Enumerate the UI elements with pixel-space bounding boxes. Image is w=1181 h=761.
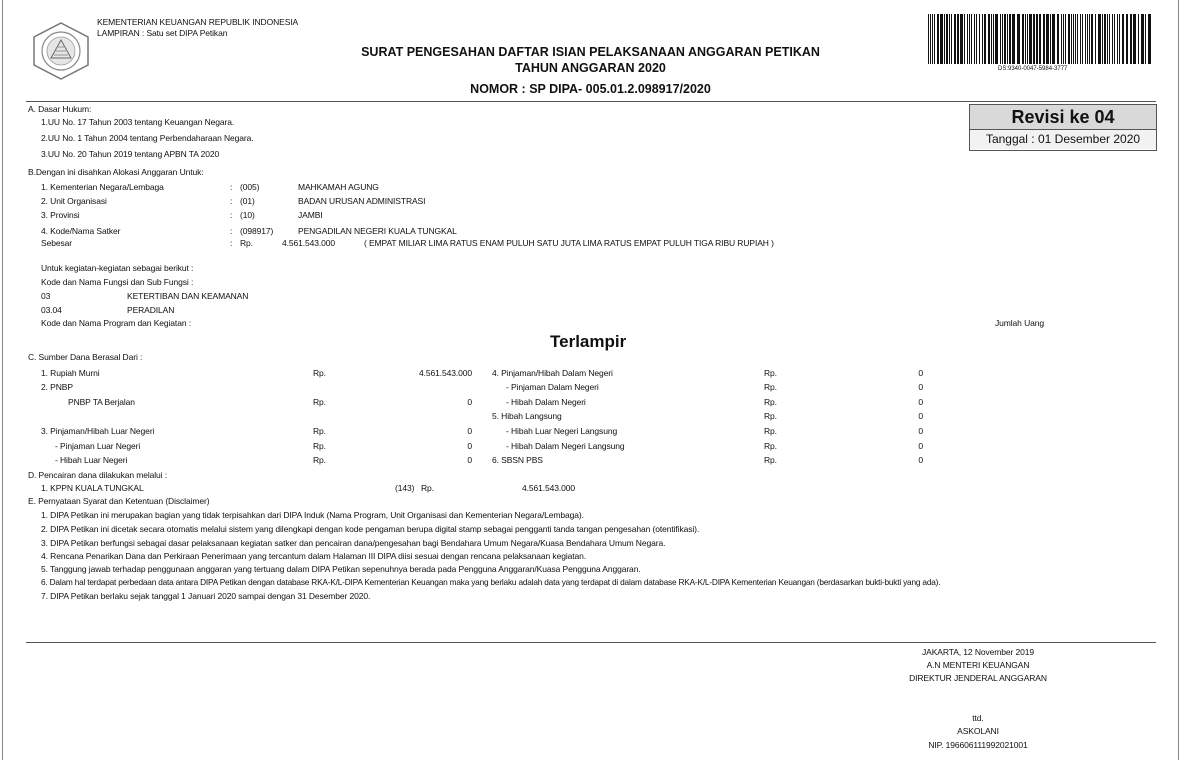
barcode-bar bbox=[960, 14, 963, 64]
alokasi-label: 1. Kementerian Negara/Lembaga bbox=[41, 182, 164, 192]
sebesar-words: ( EMPAT MILIAR LIMA RATUS ENAM PULUH SATU JUTA LIMA RATUS EMPAT PULUH TIGA RIBU RUPIAH ) bbox=[364, 238, 774, 248]
dasar-hukum-item: 2.UU No. 1 Tahun 2004 tentang Perbendaharaan Negara. bbox=[41, 133, 254, 143]
disclaimer-item: 7. DIPA Petikan berlaku sejak tanggal 1 Januari 2020 sampai dengan 31 Desember 2020. bbox=[41, 591, 371, 601]
barcode-bar bbox=[1126, 14, 1128, 64]
barcode-bar bbox=[1077, 14, 1078, 64]
sumber-right-rp: Rp. bbox=[764, 455, 777, 465]
barcode-bar bbox=[1138, 14, 1139, 64]
barcode-bar bbox=[1087, 14, 1088, 64]
barcode-bar bbox=[1104, 14, 1106, 64]
sumber-right-value: 0 bbox=[918, 426, 923, 436]
barcode-bar bbox=[964, 14, 965, 64]
barcode-bar bbox=[982, 14, 983, 64]
barcode-bar bbox=[951, 14, 952, 64]
barcode-bar bbox=[1027, 14, 1028, 64]
alokasi-label: 3. Provinsi bbox=[41, 210, 80, 220]
barcode-bar bbox=[1002, 14, 1003, 64]
barcode-bar bbox=[1107, 14, 1108, 64]
sumber-right-label: 5. Hibah Langsung bbox=[492, 411, 562, 421]
sumber-left-label: - Pinjaman Luar Negeri bbox=[55, 441, 141, 451]
alokasi-heading: B.Dengan ini disahkan Alokasi Anggaran Untuk: bbox=[28, 167, 204, 177]
fungsi-name: KETERTIBAN DAN KEAMANAN bbox=[127, 291, 249, 301]
barcode-bar bbox=[1043, 14, 1045, 64]
barcode-bar bbox=[1036, 14, 1038, 64]
barcode-bar bbox=[984, 14, 986, 64]
barcode-bar bbox=[1057, 14, 1059, 64]
sign-name: ASKOLANI bbox=[957, 726, 999, 736]
barcode-bar bbox=[1073, 14, 1074, 64]
sumber-left-rp: Rp. bbox=[313, 426, 326, 436]
alokasi-value: PENGADILAN NEGERI KUALA TUNGKAL bbox=[298, 226, 457, 236]
barcode-bar bbox=[1119, 14, 1120, 64]
jumlah-uang-label: Jumlah Uang bbox=[995, 318, 1044, 328]
sumber-right-rp: Rp. bbox=[764, 397, 777, 407]
barcode-bar bbox=[969, 14, 970, 64]
disclaimer-item: 2. DIPA Petikan ini dicetak secara otomatis melalui sistem yang dilengkapi dengan kode pengaman berupa digital stamp sebagai pengganti tanda tangan pengesahan (otentifikasi). bbox=[41, 524, 700, 534]
sumber-right-value: 0 bbox=[918, 382, 923, 392]
fiscal-year-title: TAHUN ANGGARAN 2020 bbox=[515, 61, 666, 75]
revision-date: Tanggal : 01 Desember 2020 bbox=[970, 130, 1156, 149]
sebesar-sep: : bbox=[230, 238, 233, 248]
sign-an: A.N MENTERI KEUANGAN bbox=[926, 660, 1030, 670]
barcode-bar bbox=[993, 14, 994, 64]
barcode-bar bbox=[974, 14, 975, 64]
sumber-right-value: 0 bbox=[918, 411, 923, 421]
barcode-bar bbox=[930, 14, 931, 64]
barcode-bar bbox=[1095, 14, 1096, 64]
barcode-bar bbox=[1133, 14, 1136, 64]
barcode-bar bbox=[1109, 14, 1110, 64]
disclaimer-item: 6. Dalam hal terdapat perbedaan data antara DIPA Petikan dengan database RKA-K/L-DIPA Kementerian Keuangan maka yang berlaku adalah data yang terdapat di dalam database RKA-K/L-DIPA Kementerian Keuangan (berdasarkan bukti-bukti yang ada). bbox=[41, 577, 941, 587]
document-number: NOMOR : SP DIPA- 005.01.2.098917/2020 bbox=[470, 82, 711, 96]
barcode-text: DS:9340-0047-5984-3777 bbox=[998, 66, 1068, 72]
sumber-left-value: 0 bbox=[467, 426, 472, 436]
alokasi-value: MAHKAMAH AGUNG bbox=[298, 182, 379, 192]
barcode-bar bbox=[957, 14, 959, 64]
sign-ttd: ttd. bbox=[972, 713, 984, 723]
disclaimer-item: 5. Tanggung jawab terhadap penggunaan anggaran yang tertuang dalam DIPA Petikan sepenuhnya berada pada Pengguna Anggaran/Kuasa Pengguna Anggaran. bbox=[41, 564, 641, 574]
kegiatan-intro: Untuk kegiatan-kegiatan sebagai berikut : bbox=[41, 263, 194, 273]
sumber-left-label: 3. Pinjaman/Hibah Luar Negeri bbox=[41, 426, 155, 436]
kppn-amount: 4.561.543.000 bbox=[522, 483, 576, 493]
barcode-bar bbox=[1004, 14, 1006, 64]
barcode-bar bbox=[1025, 14, 1026, 64]
barcode-bar bbox=[967, 14, 968, 64]
barcode-bar bbox=[1082, 14, 1083, 64]
sumber-left-value: 0 bbox=[467, 397, 472, 407]
alokasi-code: (10) bbox=[240, 210, 255, 220]
sumber-right-rp: Rp. bbox=[764, 426, 777, 436]
barcode-bar bbox=[1009, 14, 1011, 64]
sumber-left-value: 0 bbox=[467, 455, 472, 465]
barcode-bar bbox=[1012, 14, 1015, 64]
sumber-left-label: 2. PNBP bbox=[41, 382, 73, 392]
sumber-dana-heading: C. Sumber Dana Berasal Dari : bbox=[28, 352, 143, 362]
barcode-bar bbox=[1039, 14, 1041, 64]
ministry-name: KEMENTERIAN KEUANGAN REPUBLIK INDONESIA bbox=[97, 17, 299, 27]
barcode-bar bbox=[1052, 14, 1055, 64]
alokasi-value: JAMBI bbox=[298, 210, 323, 220]
subfungsi-code: 03.04 bbox=[41, 305, 62, 315]
program-label: Kode dan Nama Program dan Kegiatan : bbox=[41, 318, 191, 328]
barcode-bar bbox=[995, 14, 998, 64]
barcode-bar bbox=[1098, 14, 1101, 64]
sumber-left-label: - Hibah Luar Negeri bbox=[55, 455, 128, 465]
kppn-name: 1. KPPN KUALA TUNGKAL bbox=[41, 483, 144, 493]
terlampir-label: Terlampir bbox=[550, 332, 627, 351]
barcode-bar bbox=[1080, 14, 1081, 64]
barcode-bar bbox=[1017, 14, 1020, 64]
disclaimer-item: 4. Rencana Penarikan Dana dan Perkiraan Penerimaan yang tercantum dalam Halaman III DIPA diisi sesuai dengan rencana pelaksanaan kegiatan. bbox=[41, 551, 587, 561]
barcode-bar bbox=[944, 14, 945, 64]
disclaimer-item: 1. DIPA Petikan ini merupakan bagian yang tidak terpisahkan dari DIPA Induk (Nama Program, Unit Organisasi dan Kementerian Negara/Lembaga). bbox=[41, 510, 584, 520]
barcode-bar bbox=[1117, 14, 1118, 64]
sumber-right-rp: Rp. bbox=[764, 411, 777, 421]
barcode-bar bbox=[940, 14, 943, 64]
sumber-right-label: 6. SBSN PBS bbox=[492, 455, 543, 465]
barcode-bar bbox=[1075, 14, 1076, 64]
barcode-bar bbox=[1071, 14, 1072, 64]
barcode-bar bbox=[976, 14, 977, 64]
barcode-bar bbox=[1091, 14, 1093, 64]
sumber-right-rp: Rp. bbox=[764, 368, 777, 378]
barcode-bar bbox=[988, 14, 990, 64]
barcode-bar bbox=[928, 14, 929, 64]
alokasi-sep: : bbox=[230, 182, 233, 192]
barcode-bar bbox=[1089, 14, 1090, 64]
kppn-rp: Rp. bbox=[421, 483, 434, 493]
document-title: SURAT PENGESAHAN DAFTAR ISIAN PELAKSANAAN ANGGARAN PETIKAN bbox=[361, 45, 820, 59]
sumber-left-label: PNBP TA Berjalan bbox=[68, 397, 135, 407]
barcode-bar bbox=[934, 14, 935, 64]
alokasi-sep: : bbox=[230, 210, 233, 220]
barcode-bar bbox=[1148, 14, 1151, 64]
sumber-right-label: - Pinjaman Dalam Negeri bbox=[506, 382, 599, 392]
barcode-bar bbox=[1141, 14, 1144, 64]
barcode-bar bbox=[1114, 14, 1115, 64]
revision-box bbox=[969, 104, 1157, 151]
sumber-left-rp: Rp. bbox=[313, 441, 326, 451]
barcode-bar bbox=[932, 14, 933, 64]
barcode-bar bbox=[1007, 14, 1008, 64]
barcode-bar bbox=[1068, 14, 1070, 64]
barcode-bar bbox=[1112, 14, 1113, 64]
barcode-bar bbox=[1022, 14, 1024, 64]
subfungsi-name: PERADILAN bbox=[127, 305, 175, 315]
kppn-code: (143) bbox=[395, 483, 415, 493]
barcode-bar bbox=[937, 14, 939, 64]
sumber-left-value: 0 bbox=[467, 441, 472, 451]
pencairan-heading: D. Pencairan dana dilakukan melalui : bbox=[28, 470, 167, 480]
barcode-bar bbox=[1061, 14, 1062, 64]
sumber-right-rp: Rp. bbox=[764, 441, 777, 451]
sign-position: DIREKTUR JENDERAL ANGGARAN bbox=[909, 673, 1047, 683]
barcode-bar bbox=[1122, 14, 1124, 64]
alokasi-sep: : bbox=[230, 196, 233, 206]
sign-place-date: JAKARTA, 12 November 2019 bbox=[922, 647, 1034, 657]
sumber-right-label: - Hibah Luar Negeri Langsung bbox=[506, 426, 618, 436]
alokasi-code: (098917) bbox=[240, 226, 274, 236]
barcode-bar bbox=[946, 14, 948, 64]
barcode-bar bbox=[979, 14, 980, 64]
alokasi-code: (005) bbox=[240, 182, 260, 192]
barcode-bar bbox=[949, 14, 950, 64]
footer-divider bbox=[26, 642, 1156, 643]
fungsi-code: 03 bbox=[41, 291, 51, 301]
dasar-hukum-item: 1.UU No. 17 Tahun 2003 tentang Keuangan Negara. bbox=[41, 117, 235, 127]
alokasi-sep: : bbox=[230, 226, 233, 236]
sign-nip: NIP. 196606111992021001 bbox=[928, 740, 1028, 750]
sumber-right-label: 4. Pinjaman/Hibah Dalam Negeri bbox=[492, 368, 613, 378]
alokasi-label: 2. Unit Organisasi bbox=[41, 196, 107, 206]
alokasi-label: 4. Kode/Nama Satker bbox=[41, 226, 121, 236]
barcode-bar bbox=[1085, 14, 1086, 64]
dasar-hukum-item: 3.UU No. 20 Tahun 2019 tentang APBN TA 2020 bbox=[41, 149, 220, 159]
barcode-bar bbox=[1050, 14, 1051, 64]
barcode-bar bbox=[1000, 14, 1001, 64]
fungsi-label: Kode dan Nama Fungsi dan Sub Fungsi : bbox=[41, 277, 194, 287]
sebesar-label: Sebesar bbox=[41, 238, 72, 248]
barcode-bar bbox=[954, 14, 956, 64]
barcode-bar bbox=[1102, 14, 1103, 64]
sumber-right-label: - Hibah Dalam Negeri Langsung bbox=[506, 441, 625, 451]
barcode-bar bbox=[1046, 14, 1049, 64]
disclaimer-item: 3. DIPA Petikan berfungsi sebagai dasar pelaksanaan kegiatan satker dan pencairan dana/pengesahan bagi Bendahara Umum Negara/Kuasa Bendahara Umum Negara. bbox=[41, 538, 666, 548]
sumber-right-value: 0 bbox=[918, 455, 923, 465]
lampiran-label: LAMPIRAN : Satu set DIPA Petikan bbox=[97, 28, 228, 38]
barcode-image bbox=[928, 14, 1152, 64]
alokasi-code: (01) bbox=[240, 196, 255, 206]
barcode-bar bbox=[971, 14, 972, 64]
sumber-left-rp: Rp. bbox=[313, 455, 326, 465]
dasar-hukum-heading: A. Dasar Hukum: bbox=[28, 104, 92, 114]
barcode-bar bbox=[1065, 14, 1066, 64]
sumber-right-value: 0 bbox=[918, 397, 923, 407]
header-divider bbox=[26, 101, 1156, 102]
sumber-left-label: 1. Rupiah Murni bbox=[41, 368, 100, 378]
sumber-right-label: - Hibah Dalam Negeri bbox=[506, 397, 586, 407]
sumber-right-value: 0 bbox=[918, 368, 923, 378]
barcode-bar bbox=[1033, 14, 1035, 64]
revision-label: Revisi ke 04 bbox=[970, 105, 1156, 130]
sumber-left-rp: Rp. bbox=[313, 368, 326, 378]
sumber-left-rp: Rp. bbox=[313, 397, 326, 407]
barcode-bar bbox=[1130, 14, 1132, 64]
alokasi-value: BADAN URUSAN ADMINISTRASI bbox=[298, 196, 426, 206]
barcode-bar bbox=[1029, 14, 1032, 64]
sumber-right-rp: Rp. bbox=[764, 382, 777, 392]
sumber-right-value: 0 bbox=[918, 441, 923, 451]
sebesar-rp: Rp. bbox=[240, 238, 253, 248]
barcode-bar bbox=[1063, 14, 1064, 64]
barcode-bar bbox=[991, 14, 992, 64]
disclaimer-heading: E. Pernyataan Syarat dan Ketentuan (Disclaimer) bbox=[28, 496, 210, 506]
sebesar-amount: 4.561.543.000 bbox=[282, 238, 336, 248]
sumber-left-value: 4.561.543.000 bbox=[418, 368, 472, 378]
barcode-bar bbox=[1145, 14, 1146, 64]
